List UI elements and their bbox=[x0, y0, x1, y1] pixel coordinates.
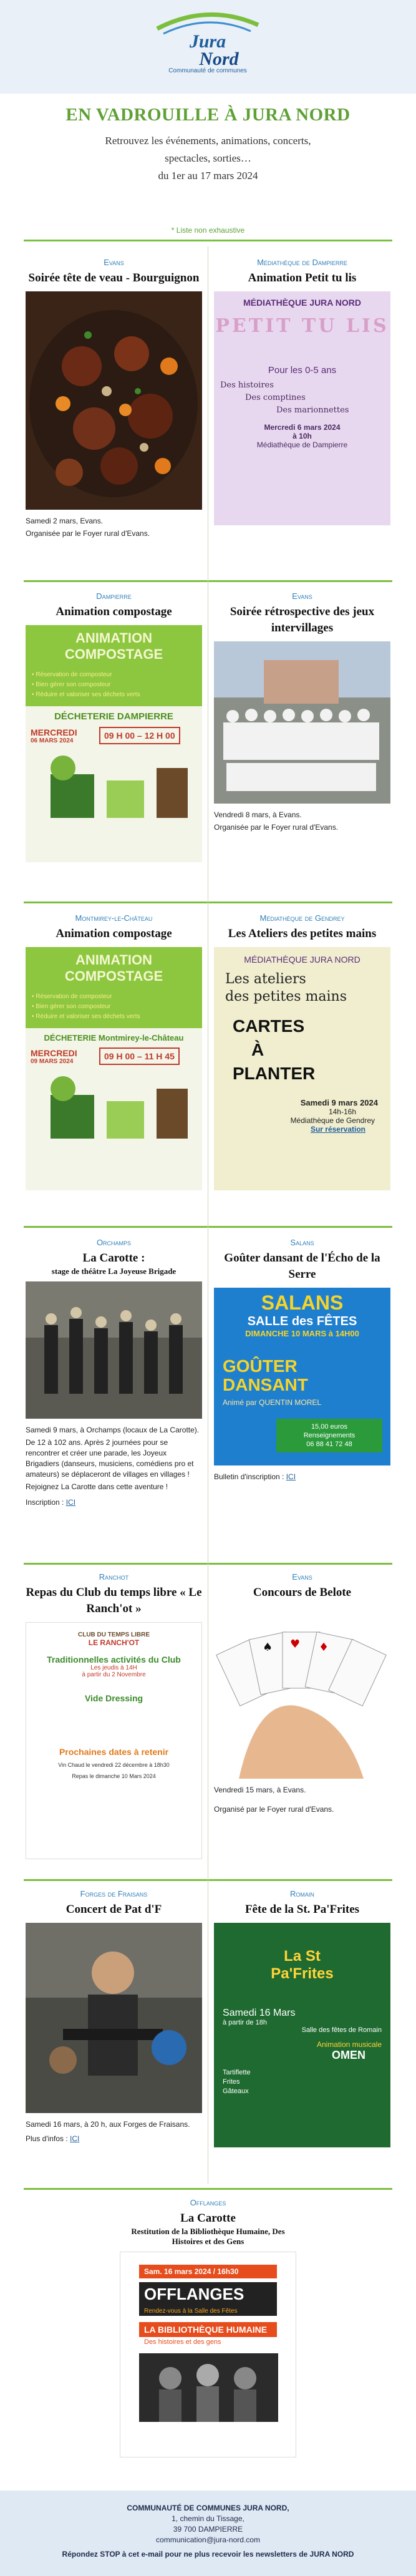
event-card-la-carotte-stage bbox=[22, 1238, 206, 1510]
logo-line2: Nord bbox=[199, 49, 239, 69]
poster-title: Pa'Frites bbox=[271, 1965, 334, 1982]
event-location: Evans bbox=[292, 1572, 312, 1582]
poster-hours: 09 H 00 – 11 H 45 bbox=[99, 1047, 180, 1065]
poster-big: À bbox=[251, 1040, 264, 1059]
poster-date: Sam. 16 mars 2024 / 16h30 bbox=[139, 2265, 277, 2278]
page-title: EN VADROUILLE À JURA NORD bbox=[65, 105, 351, 125]
event-card-compostage-montmirey bbox=[22, 913, 206, 1190]
poster-bullet: • Réduire et valoriser ses déchets verts bbox=[32, 691, 140, 698]
event-card-belote bbox=[210, 1572, 394, 1817]
event-title: Goûter dansant de l'Écho de la Serre bbox=[224, 1252, 380, 1281]
poster-library: LA BIBLIOTHÈQUE HUMAINE bbox=[139, 2322, 277, 2337]
poster-date: 06 MARS 2024 bbox=[31, 737, 74, 744]
row-divider bbox=[24, 240, 392, 241]
event-date: Samedi 2 mars, Evans. bbox=[26, 517, 104, 525]
footer-org: COMMUNAUTÉ DE COMMUNES JURA NORD, bbox=[127, 2504, 289, 2512]
poster-venue: SALLE des FÊTES bbox=[247, 1315, 357, 1328]
event-signup-label: Inscription : bbox=[26, 1498, 64, 1507]
poster-reservation: Sur réservation bbox=[310, 1125, 365, 1134]
poster-bullet: • Bien gérer son composteur bbox=[32, 681, 111, 688]
event-poster[interactable] bbox=[214, 1923, 390, 2147]
event-title: Concert de Pat d'F bbox=[65, 1903, 162, 1916]
event-location: Salans bbox=[290, 1238, 314, 1247]
event-info bbox=[26, 1425, 202, 1508]
event-card-tete-de-veau bbox=[22, 258, 206, 541]
poster-title: DANSANT bbox=[223, 1375, 308, 1394]
event-description: De 12 à 102 ans. Après 2 journées pour se rencontrer et créer une parade, les Joyeux Brigadiers (danseurs, musiciens, comédiens pro et amateurs) se déplaceront de villages en villages ! bbox=[26, 1438, 194, 1479]
event-info bbox=[214, 1472, 390, 1482]
event-title: Soirée rétrospective des jeux intervillages bbox=[230, 605, 375, 634]
intro-text bbox=[56, 132, 360, 185]
event-info bbox=[214, 810, 390, 833]
footer-email[interactable]: communication@jura-nord.com bbox=[156, 2535, 260, 2544]
signup-link[interactable]: ICI bbox=[286, 1472, 296, 1481]
street-parade-illustration-icon bbox=[26, 1281, 202, 1419]
poster-age: Pour les 0-5 ans bbox=[268, 365, 337, 376]
event-poster[interactable] bbox=[214, 947, 390, 1190]
event-card-repas-club bbox=[22, 1572, 206, 1859]
event-location: Montmirey-le-Château bbox=[75, 913, 153, 923]
poster-bullet: • Réservation de composteur bbox=[32, 993, 112, 1000]
event-poster[interactable] bbox=[214, 291, 390, 525]
poster-library-sub: Des histoires et des gens bbox=[144, 2338, 221, 2346]
stew-illustration-icon bbox=[26, 291, 202, 510]
event-location: Dampierre bbox=[96, 591, 132, 601]
event-card-st-pafrites bbox=[210, 1889, 394, 2147]
poster-line: Les jeudis à 14H bbox=[90, 1665, 137, 1671]
event-date: Samedi 9 mars, à Orchamps (locaux de La Carotte). bbox=[26, 1426, 200, 1434]
poster-menu-item: Frites bbox=[223, 2078, 240, 2086]
poster-line: Des marionnettes bbox=[276, 406, 349, 415]
more-info-link[interactable]: ICI bbox=[70, 2134, 80, 2143]
non-exhaustive-note: * Liste non exhaustive bbox=[171, 226, 245, 235]
poster-big: PLANTER bbox=[233, 1064, 316, 1083]
poster-place: DÉCHETERIE DAMPIERRE bbox=[54, 711, 173, 722]
event-date: Vendredi 15 mars, à Evans. bbox=[214, 1786, 306, 1794]
poster-band: OMEN bbox=[332, 2049, 365, 2061]
event-title: Repas du Club du temps libre « Le Ranch'ot » bbox=[26, 1586, 202, 1615]
poster-animator: Animé par QUENTIN MOREL bbox=[223, 1398, 322, 1407]
logo[interactable] bbox=[138, 6, 277, 87]
dish-photo[interactable] bbox=[26, 291, 202, 510]
concert-photo[interactable] bbox=[26, 1923, 202, 2113]
event-location: Ranchot bbox=[99, 1572, 129, 1582]
event-title: La Carotte : bbox=[82, 1252, 145, 1265]
event-card-petit-tu-lis bbox=[210, 258, 394, 525]
event-organizer: Organisé par le Foyer rural d'Evans. bbox=[214, 1805, 334, 1814]
event-location: Forges de Fraisans bbox=[80, 1889, 148, 1898]
people-illustration-icon bbox=[139, 2353, 278, 2422]
poster-title: PETIT TU LIS bbox=[215, 315, 389, 337]
poster-info-label: Renseignements bbox=[303, 1432, 356, 1439]
footer-address: 1, chemin du Tissage, bbox=[172, 2514, 244, 2523]
poster-venue: Rendez-vous à la Salle des Fêtes bbox=[139, 2306, 277, 2316]
poster-title-line: ANIMATION bbox=[75, 630, 153, 646]
musician-illustration-icon bbox=[26, 1923, 202, 2113]
event-poster[interactable] bbox=[26, 1622, 202, 1859]
intro-line-2: spectacles, sorties… bbox=[165, 152, 251, 164]
svg-text:♦: ♦ bbox=[319, 1641, 329, 1654]
event-title: Soirée tête de veau - Bourguignon bbox=[28, 271, 200, 284]
poster-time: à partir de 18h bbox=[223, 2019, 267, 2026]
theatre-photo[interactable] bbox=[26, 1281, 202, 1419]
poster-section: Traditionnelles activités du Club bbox=[47, 1655, 181, 1665]
poster-place: Médiathèque de Dampierre bbox=[256, 440, 348, 449]
event-title: La Carotte bbox=[180, 2212, 236, 2225]
poster-line: Les ateliers bbox=[225, 971, 306, 987]
intro-line-1: Retrouvez les événements, animations, concerts, bbox=[105, 135, 311, 147]
poster-line: Repas le dimanche 10 Mars 2024 bbox=[72, 1773, 156, 1779]
poster-music: Animation musicale bbox=[316, 2040, 382, 2049]
event-card-la-carotte-bibliotheque bbox=[116, 2198, 300, 2457]
footer-city: 39 700 DAMPIERRE bbox=[173, 2525, 243, 2534]
poster-title: GOÛTER bbox=[223, 1356, 297, 1376]
group-photo[interactable] bbox=[214, 641, 390, 804]
event-title: Animation compostage bbox=[56, 927, 172, 940]
signup-link[interactable]: ICI bbox=[65, 1498, 76, 1507]
cards-photo[interactable] bbox=[214, 1620, 390, 1779]
event-title: Animation compostage bbox=[56, 605, 172, 618]
event-location: Romain bbox=[290, 1889, 314, 1898]
event-title: Animation Petit tu lis bbox=[248, 271, 357, 284]
poster-club: CLUB DU TEMPS LIBRE bbox=[78, 1631, 150, 1638]
event-poster[interactable] bbox=[120, 2252, 296, 2457]
poster-hours: 09 H 00 – 12 H 00 bbox=[99, 727, 180, 744]
poster-menu-item: Tartiflette bbox=[223, 2069, 251, 2076]
event-location: Offlanges bbox=[190, 2198, 226, 2207]
poster-line: à partir du 2 Novembre bbox=[82, 1671, 146, 1678]
poster-title-line: COMPOSTAGE bbox=[64, 968, 163, 984]
event-title: Concours de Belote bbox=[253, 1586, 352, 1599]
poster-day: MERCREDI bbox=[31, 1047, 77, 1058]
event-card-soiree-retrospective bbox=[210, 591, 394, 835]
event-poster[interactable] bbox=[26, 947, 202, 1190]
poster-title-line: COMPOSTAGE bbox=[64, 646, 163, 662]
event-title: Les Ateliers des petites mains bbox=[228, 927, 377, 940]
poster-place: Salle des fêtes de Romain bbox=[301, 2026, 382, 2034]
event-location: Médiathèque de Gendrey bbox=[259, 913, 345, 923]
logo-subtitle: Communauté de communes bbox=[168, 67, 247, 74]
logo-line1: Jura bbox=[189, 31, 226, 52]
poster-line: des petites mains bbox=[225, 989, 347, 1004]
event-card-ateliers-petites-mains bbox=[210, 913, 394, 1190]
poster-date: DIMANCHE 10 MARS à 14H00 bbox=[245, 1329, 359, 1338]
poster-price: 15,00 euros bbox=[311, 1423, 348, 1431]
event-info bbox=[26, 2119, 202, 2144]
poster-place: Médiathèque de Gendrey bbox=[290, 1116, 375, 1125]
event-subtitle: stage de théâtre La Joyeuse Brigade bbox=[51, 1266, 177, 1276]
poster-date: 09 MARS 2024 bbox=[31, 1057, 74, 1065]
row-divider bbox=[24, 2188, 392, 2190]
intro-line-3: du 1er au 17 mars 2024 bbox=[158, 170, 258, 182]
event-description: Rejoignez La Carotte dans cette aventure ! bbox=[26, 1482, 168, 1491]
group-photo-illustration-icon bbox=[214, 641, 390, 804]
event-location: Orchamps bbox=[96, 1238, 132, 1247]
compost-illustration-icon bbox=[26, 749, 202, 824]
event-organizer: Organisée par le Foyer rural d'Evans. bbox=[214, 823, 339, 832]
event-card-compostage-dampierre bbox=[22, 591, 206, 862]
event-location: Evans bbox=[292, 591, 312, 601]
event-title: Fête de la St. Pa'Frites bbox=[244, 1903, 360, 1916]
event-subtitle: Restitution de la Bibliothèque Humaine, Des Histoires et des Gens bbox=[131, 2227, 285, 2246]
svg-text:♥: ♥ bbox=[290, 1638, 301, 1651]
poster-title-line: ANIMATION bbox=[75, 952, 153, 968]
poster-line: Des histoires bbox=[220, 381, 274, 390]
poster-section: Prochaines dates à retenir bbox=[59, 1747, 169, 1757]
event-date: Samedi 16 mars, à 20 h, aux Forges de Fraisans. bbox=[26, 2120, 190, 2129]
event-poster[interactable] bbox=[26, 625, 202, 862]
header-banner bbox=[0, 0, 416, 94]
playing-cards-illustration-icon bbox=[214, 1620, 390, 1779]
poster-title: La St bbox=[284, 1948, 321, 1965]
poster-date: Samedi 16 Mars bbox=[223, 2008, 296, 2018]
poster-phone: 06 88 41 72 48 bbox=[306, 1441, 352, 1448]
poster-header: MÉDIATHÈQUE JURA NORD bbox=[243, 298, 361, 308]
event-poster[interactable] bbox=[214, 1288, 390, 1465]
event-location: Médiathèque de Dampierre bbox=[257, 258, 347, 267]
poster-date: Samedi 9 mars 2024 bbox=[300, 1098, 378, 1107]
poster-club-name: LE RANCH'OT bbox=[88, 1638, 140, 1647]
poster-town: OFFLANGES bbox=[139, 2282, 277, 2306]
poster-time: à 10h bbox=[293, 432, 312, 440]
poster-town: SALANS bbox=[261, 1291, 344, 1314]
footer-unsubscribe: Répondez STOP à cet e-mail pour ne plus recevoir les newsletters de JURA NORD bbox=[62, 2550, 354, 2559]
event-location: Evans bbox=[104, 258, 124, 267]
poster-section: Vide Dressing bbox=[84, 1693, 143, 1703]
event-info bbox=[26, 516, 202, 539]
event-info bbox=[214, 1785, 390, 1815]
svg-text:♠: ♠ bbox=[263, 1641, 273, 1654]
poster-bullet: • Bien gérer son composteur bbox=[32, 1003, 111, 1010]
poster-line: Des comptines bbox=[245, 393, 306, 402]
event-organizer: Organisée par le Foyer rural d'Evans. bbox=[26, 529, 150, 538]
footer bbox=[0, 2491, 416, 2576]
event-card-gouter-dansant bbox=[210, 1238, 394, 1484]
poster-big: CARTES bbox=[233, 1016, 305, 1036]
poster-header: MÉDIATHÈQUE JURA NORD bbox=[244, 955, 360, 965]
poster-menu-item: Gâteaux bbox=[223, 2088, 249, 2095]
poster-bullet: • Réservation de composteur bbox=[32, 671, 112, 678]
poster-bullet: • Réduire et valoriser ses déchets verts bbox=[32, 1013, 140, 1020]
poster-day: MERCREDI bbox=[31, 727, 77, 737]
event-card-concert-pat-df bbox=[22, 1889, 206, 2146]
poster-time: 14h-16h bbox=[328, 1107, 356, 1116]
event-more-info-label: Plus d'infos : bbox=[26, 2134, 68, 2143]
poster-date: Mercredi 6 mars 2024 bbox=[264, 423, 341, 432]
compost-illustration-icon bbox=[26, 1070, 202, 1145]
poster-line: Vin Chaud le vendredi 22 décembre à 18h30 bbox=[58, 1762, 170, 1768]
event-signup-label: Bulletin d'inscription : bbox=[214, 1472, 284, 1481]
event-date: Vendredi 8 mars, à Evans. bbox=[214, 810, 302, 819]
poster-place: DÉCHETERIE Montmirey-le-Château bbox=[44, 1033, 184, 1043]
